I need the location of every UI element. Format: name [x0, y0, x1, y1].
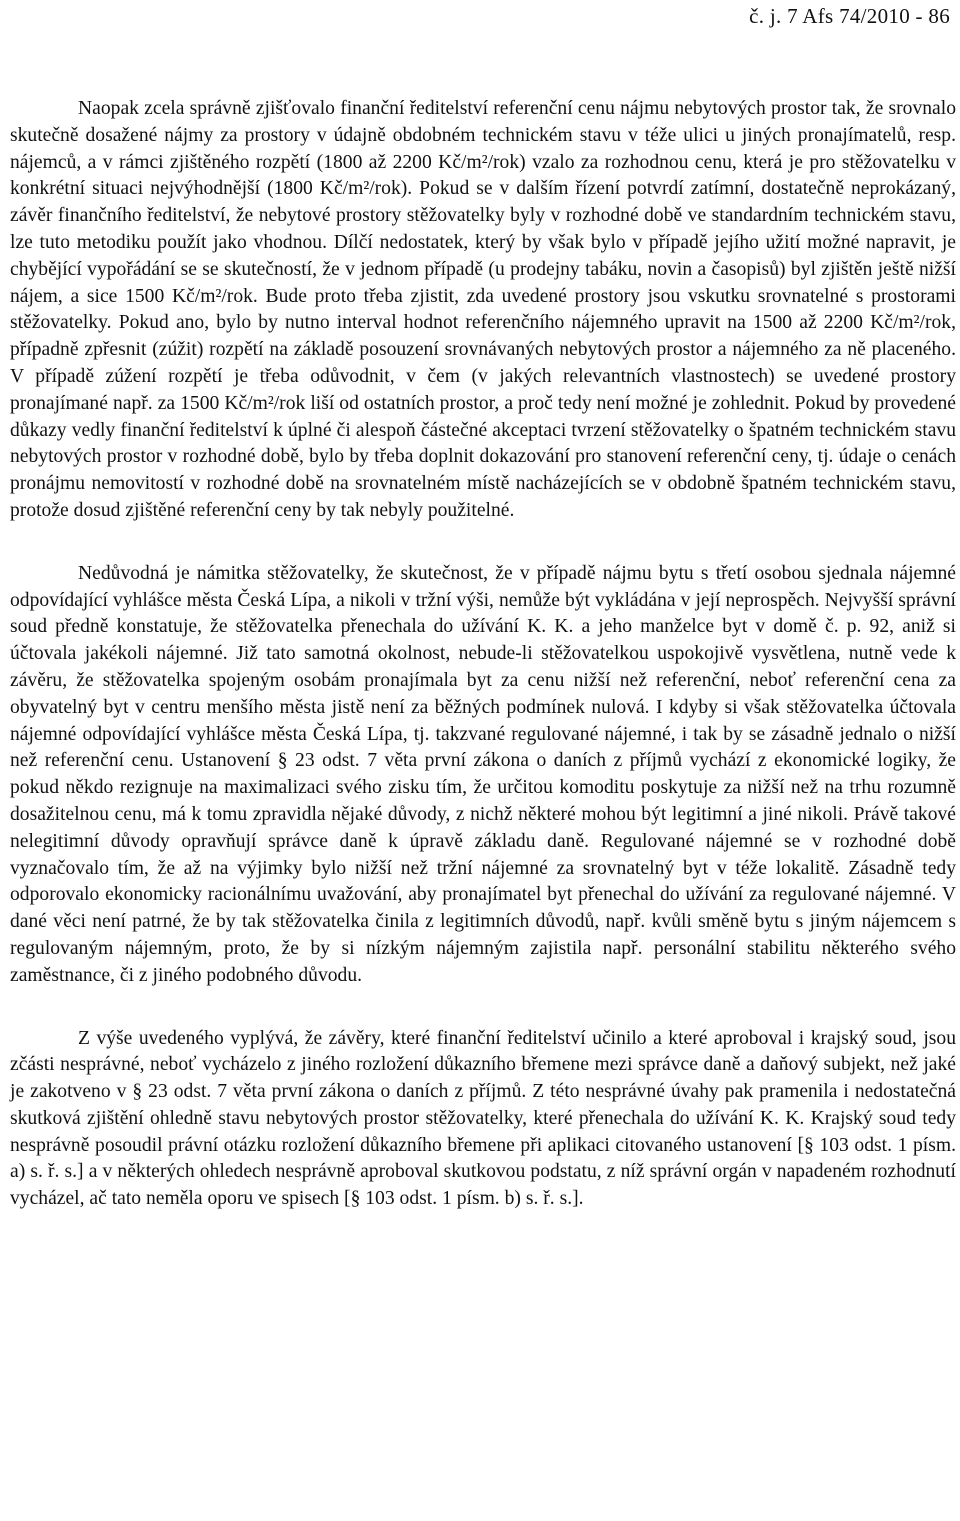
paragraph-reference-price: Naopak zcela správně zjišťovalo finanční ředitelství referenční cenu nájmu nebytových prostor tak, že srovnalo skutečně dosažené nájmy za prostory v údajně obdobném technickém stavu v téže ulici u jiných pronajímatelů, resp. nájemců, a v rámci zjištěného rozpětí (1800 až 2200 Kč/m²/rok) vzalo za rozhodnou cenu, která je pro stěžovatelku v konkrétní situaci nejvýhodnější (1800 Kč/m²/rok). Pokud se v dalším řízení potvrdí zatímní, dostatečně neprokázaný, závěr finančního ředitelství, že nebytové prostory stěžovatelky byly v rozhodné době ve standardním technickém stavu, lze tuto metodiku použít jako vhodnou. Dílčí nedostatek, který by však bylo v případě jejího užití možné napravit, je chybějící vypořádání se se skutečností, že v jednom případě (u prodejny tabáku, novin a časopisů) byl zjištěn ještě nižší nájem, a sice 1500 Kč/m²/rok. Bude proto třeba zjistit, zda uvedené prostory jsou vskutku srovnatelné s prostorami stěžovatelky. Pokud ano, bylo by nutno interval hodnot referenčního nájemného upravit na 1500 až 2200 Kč/m²/rok, případně zpřesnit (zúžit) rozpětí na základě posouzení srovnávaných nebytových prostor a nájemného za ně placeného. V případě zúžení rozpětí je třeba odůvodnit, v čem (v jakých relevantních vlastnostech) se uvedené prostory pronajímané např. za 1500 Kč/m²/rok liší od ostatních prostor, a proč tedy není možné je zohlednit. Pokud by provedené důkazy vedly finanční ředitelství k úplné či alespoň částečné akceptaci tvrzení stěžovatelky o špatném technickém stavu nebytových prostor v rozhodné době, bylo by třeba doplnit dokazování pro stanovení referenční ceny, tj. údaje o cenách pronájmu nemovitostí v rozhodné době na srovnatelném místě nacházejících se v obdobně špatném technickém stavu, protože dosud zjištěné referenční ceny by tak nebyly použitelné.: [10, 98, 956, 521]
paragraph-conclusion: Z výše uvedeného vyplývá, že závěry, které finanční ředitelství učinilo a které aproboval i krajský soud, jsou zčásti nesprávné, neboť vycházelo z jiného rozložení důkazního břemene mezi správce daně a daňový subjekt, než jaké je zakotveno v § 23 odst. 7 věta první zákona o daních z příjmů. Z této nesprávné úvahy pak pramenila i nedostatečná skutková zjištění ohledně stavu nebytových prostor stěžovatelky, které přenechala do užívání K. K. Krajský soud tedy nesprávně posoudil právní otázku rozložení důkazního břemene při aplikaci citovaného ustanovení [§ 103 odst. 1 písm. a) s. ř. s.] a v některých ohledech nesprávně aproboval skutkovou podstatu, z níž správní orgán v napadeném rozhodnutí vycházel, ač tato neměla oporu ve spisech [§ 103 odst. 1 písm. b) s. ř. s.].: [10, 1027, 956, 1210]
case-number-header: č. j. 7 Afs 74/2010 - 86: [749, 4, 950, 28]
document-body: [10, 96, 956, 1213]
paragraph-flat-rent-objection: Nedůvodná je námitka stěžovatelky, že skutečnost, že v případě nájmu bytu s třetí osobou sjednala nájemné odpovídající vyhlášce města Česká Lípa, a nikoli v tržní výši, nemůže být vykládána v její neprospěch. Nejvyšší správní soud předně konstatuje, že stěžovatelka přenechala do užívání K. K. a jeho manželce byt v domě č. p. 92, aniž si účtovala jakékoli nájemné. Již tato samotná okolnost, nebude-li stěžovatelkou uspokojivě vysvětlena, nutně vede k závěru, že stěžovatelka spojeným osobám pronajímala byt za cenu nižší než referenční, neboť referenční cena za obyvatelný byt v centru menšího města jistě není za běžných podmínek nulová. I kdyby si však stěžovatelka účtovala nájemné odpovídající vyhlášce města Česká Lípa, tj. takzvané regulované nájemné, i tak by se zásadně jednalo o nižší než referenční cenu. Ustanovení § 23 odst. 7 věta první zákona o daních z příjmů vychází z ekonomické logiky, že pokud někdo rezignuje na maximalizaci svého zisku tím, že určitou komoditu poskytuje za nižší než na trhu rozumně dosažitelnou cenu, má k tomu zpravidla nějaké důvody, z nichž některé mohou být legitimní a jiné nikoli. Právě takové nelegitimní důvody opravňují správce daně k úpravě základu daně. Regulované nájemné se v rozhodné době vyznačovalo tím, že až na výjimky bylo nižší než tržní nájemné za srovnatelný byt v téže lokalitě. Zásadně tedy odporovalo ekonomicky racionálnímu uvažování, aby pronajímatel byt přenechal do užívání za regulované nájemné. V dané věci není patrné, že by tak stěžovatelka činila z legitimních důvodů, např. kvůli směně bytu s jiným nájemcem s regulovaným nájemným, proto, že by si nízkým nájemným zajistila např. personální stabilitu některého svého zaměstnance, či z jiného podobného důvodu.: [10, 562, 956, 986]
